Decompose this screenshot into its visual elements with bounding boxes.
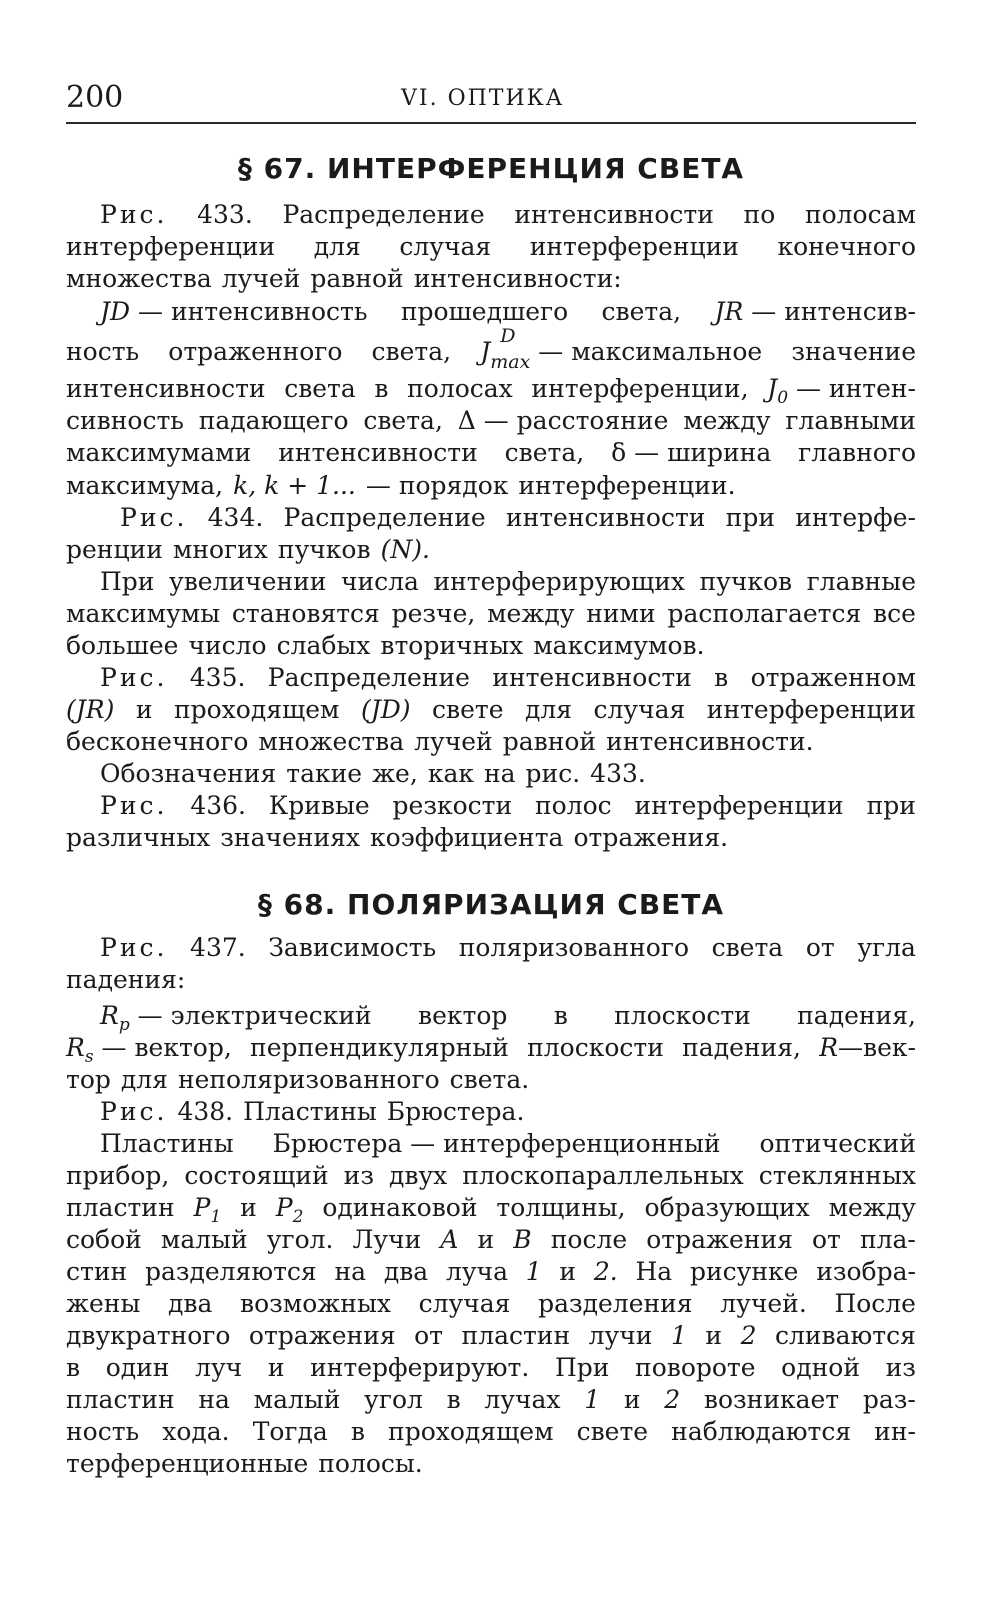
running-title: VI. ОПТИКА: [401, 86, 565, 111]
text-line: пластин $P_1$ и $P_2$ одинаковой толщины, образующих между: [66, 1193, 916, 1227]
page-header: [66, 78, 916, 124]
text-line: максимумы становятся резче, между ними располагается все: [66, 599, 916, 628]
text-line: Рис. 437. Зависимость поляризованного света от угла: [100, 933, 916, 962]
text-line: JD — интенсивность прошедшего света, JR — интенсив-: [100, 297, 916, 326]
text-line: Рис. 435. Распределение интенсивности в отраженном: [100, 663, 916, 692]
text-line: интенсивности света в полосах интерференции, $J_0$ — интен-: [66, 374, 916, 408]
text-line: Рис. 438. Пластины Брюстера.: [100, 1097, 525, 1126]
text-line: множества лучей равной интенсивности:: [66, 264, 622, 293]
text-line: большее число слабых вторичных максимумов.: [66, 631, 705, 660]
text-line: стин разделяются на два луча 1 и 2. На рисунке изобра-: [66, 1257, 916, 1286]
text-line: При увеличении числа интерферирующих пучков главные: [100, 567, 916, 596]
text-line: сивность падающего света, Δ — расстояние между главными: [66, 406, 916, 435]
text-line: ность отраженного света, J D $_{max}$ — максимальное значение: [66, 325, 916, 373]
symbol-rp: $R_p$: [100, 1001, 130, 1035]
text-line: $R_s$ — вектор, перпендикулярный плоскости падения, R—век-: [66, 1033, 916, 1067]
text-line: бесконечного множества лучей равной интенсивности.: [66, 727, 814, 756]
text-line: прибор, состоящий из двух плоскопараллельных стеклянных: [66, 1161, 916, 1190]
text-line: различных значениях коэффициента отражения.: [66, 823, 729, 852]
text-line: Рис. 434. Распределение интенсивности при интерфе-: [120, 503, 916, 532]
section-68-title: § 68. ПОЛЯРИЗАЦИЯ СВЕТА: [257, 888, 725, 921]
text-line: тор для неполяризованного света.: [66, 1065, 530, 1094]
text-line: терференционные полосы.: [66, 1449, 423, 1478]
text-line: максимумами интенсивности света, δ — ширина главного: [66, 438, 916, 467]
symbol-p1: $P_1$: [193, 1193, 222, 1227]
section-67-title: § 67. ИНТЕРФЕРЕНЦИЯ СВЕТА: [237, 152, 745, 185]
text-line: падения:: [66, 965, 186, 994]
text-line: собой малый угол. Лучи A и B после отражения от пла-: [66, 1225, 916, 1254]
symbol-jmax: J D $_{max}$: [480, 325, 531, 373]
text-line: Пластины Брюстера — интерференционный оптический: [100, 1129, 916, 1158]
text-line: Рис. 436. Кривые резкости полос интерференции при: [100, 791, 916, 820]
text-line: (JR) и проходящем (JD) свете для случая интерференции: [66, 695, 916, 724]
text-line: пластин на малый угол в лучах 1 и 2 возникает раз-: [66, 1385, 916, 1414]
text-line: двукратного отражения от пластин лучи 1 и 2 сливаются: [66, 1321, 916, 1350]
text-line: ренции многих пучков (N).: [66, 535, 430, 564]
symbol-p2: $P_2$: [275, 1193, 304, 1227]
symbol-rs: $R_s$: [66, 1033, 94, 1067]
text-line: интерференции для случая интерференции конечного: [66, 232, 916, 261]
text-line: Рис. 433. Распределение интенсивности по полосам: [100, 200, 916, 229]
text-line: $R_p$ — электрический вектор в плоскости падения,: [100, 1001, 916, 1035]
symbol-r: R: [819, 1033, 839, 1062]
text-line: максимума, k, k + 1... — порядок интерференции.: [66, 471, 736, 500]
symbol-jr: JR: [714, 297, 744, 326]
page-number: 200: [66, 80, 124, 115]
text-line: Обозначения такие же, как на рис. 433.: [100, 759, 646, 788]
text-line: в один луч и интерферируют. При повороте одной из: [66, 1353, 916, 1382]
text-line: ность хода. Тогда в проходящем свете наблюдаются ин-: [66, 1417, 916, 1446]
text-line: жены два возможных случая разделения лучей. После: [66, 1289, 916, 1318]
symbol-j0: 0: [777, 388, 789, 408]
symbol-jd: JD: [100, 297, 131, 326]
